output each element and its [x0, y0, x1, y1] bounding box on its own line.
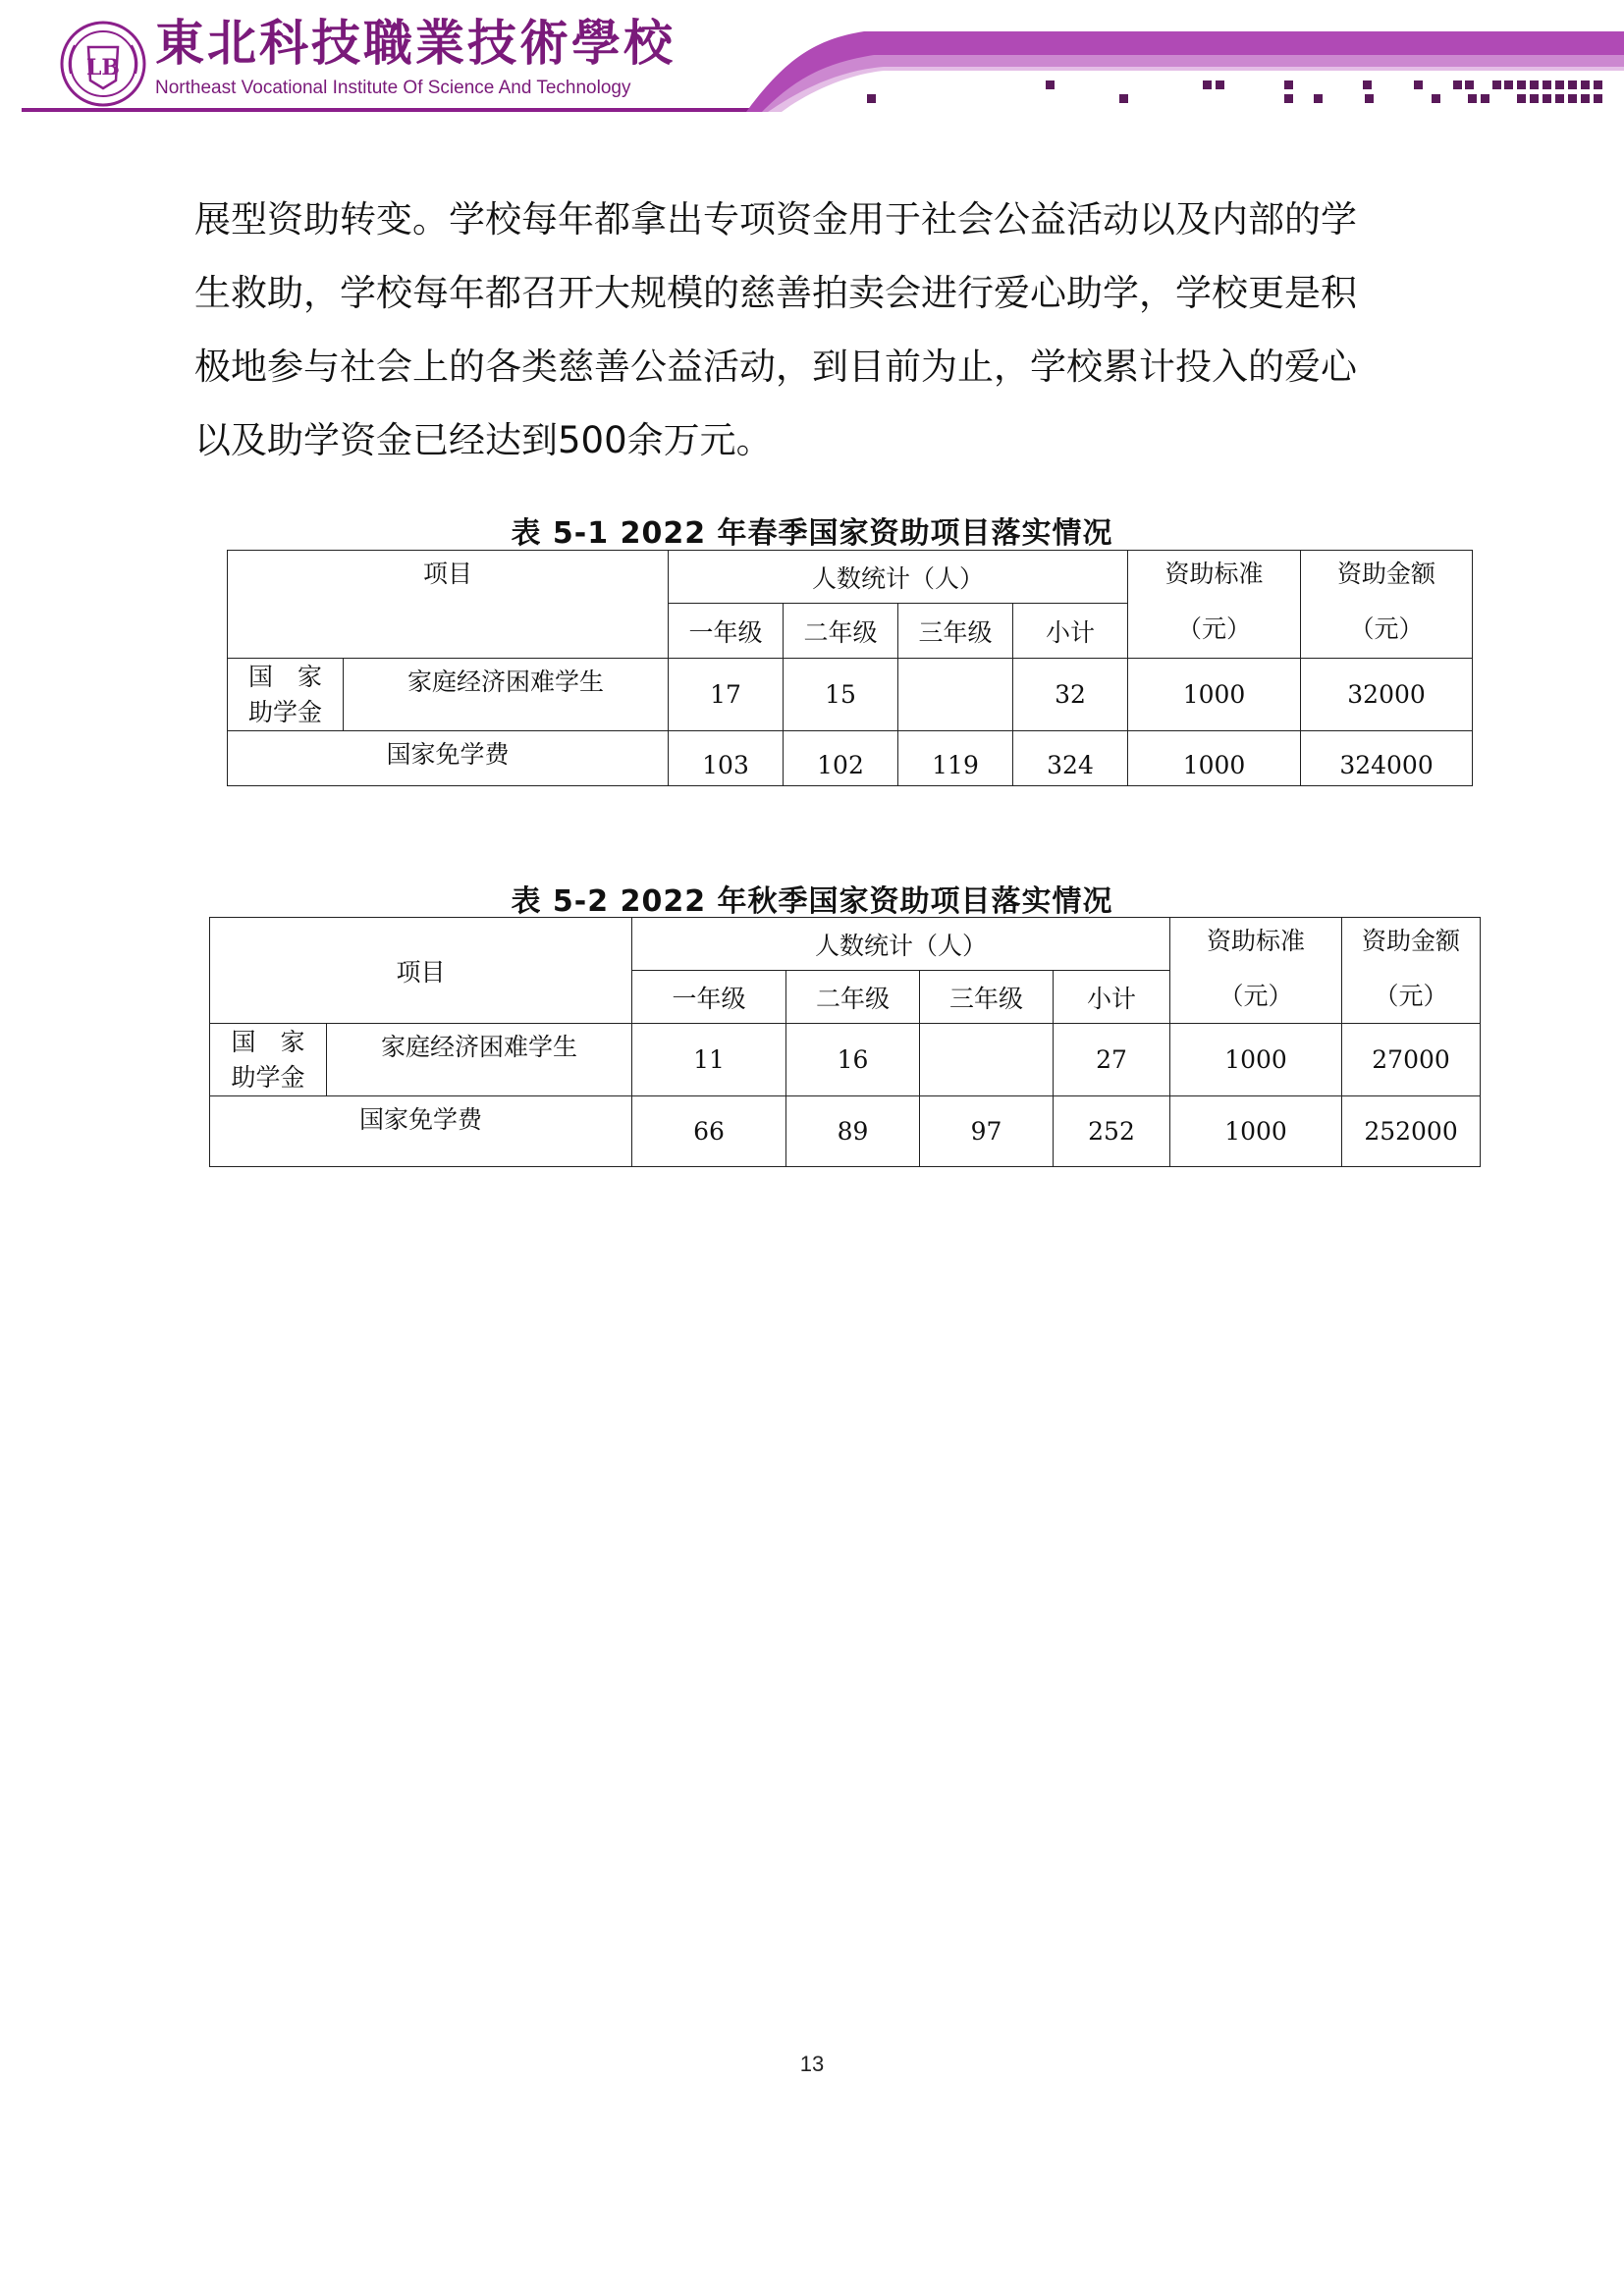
- table2-header-standard: [1170, 918, 1342, 1024]
- page-header: [0, 0, 1624, 128]
- table2-row1-grade2: 16: [786, 1024, 920, 1096]
- table1-row2-item: 国家免学费: [228, 731, 669, 786]
- table2-header-grade1: 一年级: [632, 971, 786, 1024]
- table2-row1-grade1: 11: [632, 1024, 786, 1096]
- category-line: 国 家: [247, 662, 322, 691]
- table2-header-grade3: 三年级: [920, 971, 1054, 1024]
- header-amount-label: 资助金额: [1362, 927, 1461, 955]
- table2-row2-grade3: 97: [920, 1096, 1054, 1167]
- table2-row2-standard: 1000: [1170, 1096, 1342, 1167]
- table-row: [210, 1096, 1481, 1167]
- table2-row1-amount: 27000: [1342, 1024, 1481, 1096]
- header-amount-unit: （元）: [1349, 614, 1424, 643]
- table1-header-standard: [1128, 551, 1301, 659]
- table1-row2-grade1: 103: [669, 731, 784, 786]
- table1-row2-subtotal: 324: [1013, 731, 1128, 786]
- table1-row2-amount: 324000: [1301, 731, 1473, 786]
- table1-caption: 表 5-1 2022 年春季国家资助项目落实情况: [511, 516, 1113, 551]
- table2-header-grade2: 二年级: [786, 971, 920, 1024]
- table1-row2-standard: 1000: [1128, 731, 1301, 786]
- table2-header-amount: [1342, 918, 1481, 1024]
- page-number: 13: [799, 2052, 825, 2076]
- school-name-en: Northeast Vocational Institute Of Science And Technology: [155, 78, 631, 98]
- paragraph-line: 以及助学资金已经达到500余万元。: [194, 419, 773, 461]
- paragraph-line: 展型资助转变。学校每年都拿出专项资金用于社会公益活动以及内部的学: [194, 198, 1357, 240]
- table2-row1-category: [210, 1024, 327, 1096]
- table2-row2-grade1: 66: [632, 1096, 786, 1167]
- table1-row1-grade3: [898, 659, 1013, 731]
- table-row: [210, 1024, 1481, 1096]
- table1-row1-grade2: 15: [784, 659, 898, 731]
- table1-header-grade2: 二年级: [784, 604, 898, 659]
- table1-header-count: 人数统计（人）: [669, 551, 1128, 604]
- table2-row2-item: 国家免学费: [210, 1096, 632, 1167]
- paragraph-line: 极地参与社会上的各类慈善公益活动，到目前为止，学校累计投入的爱心: [194, 346, 1357, 388]
- table-row: [228, 731, 1473, 786]
- category-line: 国 家: [231, 1027, 305, 1056]
- svg-text:LB: LB: [85, 55, 121, 80]
- table1: [227, 550, 1473, 786]
- header-standard-label: 资助标准: [1207, 927, 1306, 955]
- table1-row1-item: 家庭经济困难学生: [344, 659, 669, 731]
- category-line: 助学金: [231, 1062, 305, 1092]
- table2-row1-item: 家庭经济困难学生: [327, 1024, 632, 1096]
- table2-row2-grade2: 89: [786, 1096, 920, 1167]
- table2-row2-amount: 252000: [1342, 1096, 1481, 1167]
- table1-header-grade3: 三年级: [898, 604, 1013, 659]
- table1-row1-standard: 1000: [1128, 659, 1301, 731]
- table1-row2-grade3: 119: [898, 731, 1013, 786]
- table2-caption: 表 5-2 2022 年秋季国家资助项目落实情况: [511, 884, 1113, 919]
- table2-header-subtotal: 小计: [1054, 971, 1170, 1024]
- table1-row1-amount: 32000: [1301, 659, 1473, 731]
- table1-header-item: 项目: [228, 551, 669, 659]
- paragraph-line: 生救助，学校每年都召开大规模的慈善拍卖会进行爱心助学，学校更是积: [194, 272, 1357, 314]
- table1-header-amount: [1301, 551, 1473, 659]
- table2-row2-subtotal: 252: [1054, 1096, 1170, 1167]
- school-name-cn: 東北科技職業技術學校: [155, 14, 676, 72]
- school-crest-icon: [59, 20, 147, 108]
- table2-row1-standard: 1000: [1170, 1024, 1342, 1096]
- table2-row1-subtotal: 27: [1054, 1024, 1170, 1096]
- table2-row1-grade3: [920, 1024, 1054, 1096]
- header-standard-label: 资助标准: [1164, 560, 1264, 588]
- table1-header-subtotal: 小计: [1013, 604, 1128, 659]
- table1-row1-subtotal: 32: [1013, 659, 1128, 731]
- table1-header-grade1: 一年级: [669, 604, 784, 659]
- category-line: 助学金: [247, 697, 322, 726]
- table2: [209, 917, 1481, 1167]
- body-paragraph: [194, 183, 1432, 477]
- header-standard-unit: （元）: [1177, 614, 1252, 643]
- header-amount-label: 资助金额: [1337, 560, 1436, 588]
- table-row: [228, 659, 1473, 731]
- table2-header-count: 人数统计（人）: [632, 918, 1170, 971]
- table1-row1-grade1: 17: [669, 659, 784, 731]
- table2-header-item: 项目: [210, 918, 632, 1024]
- table1-row2-grade2: 102: [784, 731, 898, 786]
- header-amount-unit: （元）: [1374, 982, 1448, 1010]
- header-standard-unit: （元）: [1218, 982, 1293, 1010]
- table1-row1-category: [228, 659, 344, 731]
